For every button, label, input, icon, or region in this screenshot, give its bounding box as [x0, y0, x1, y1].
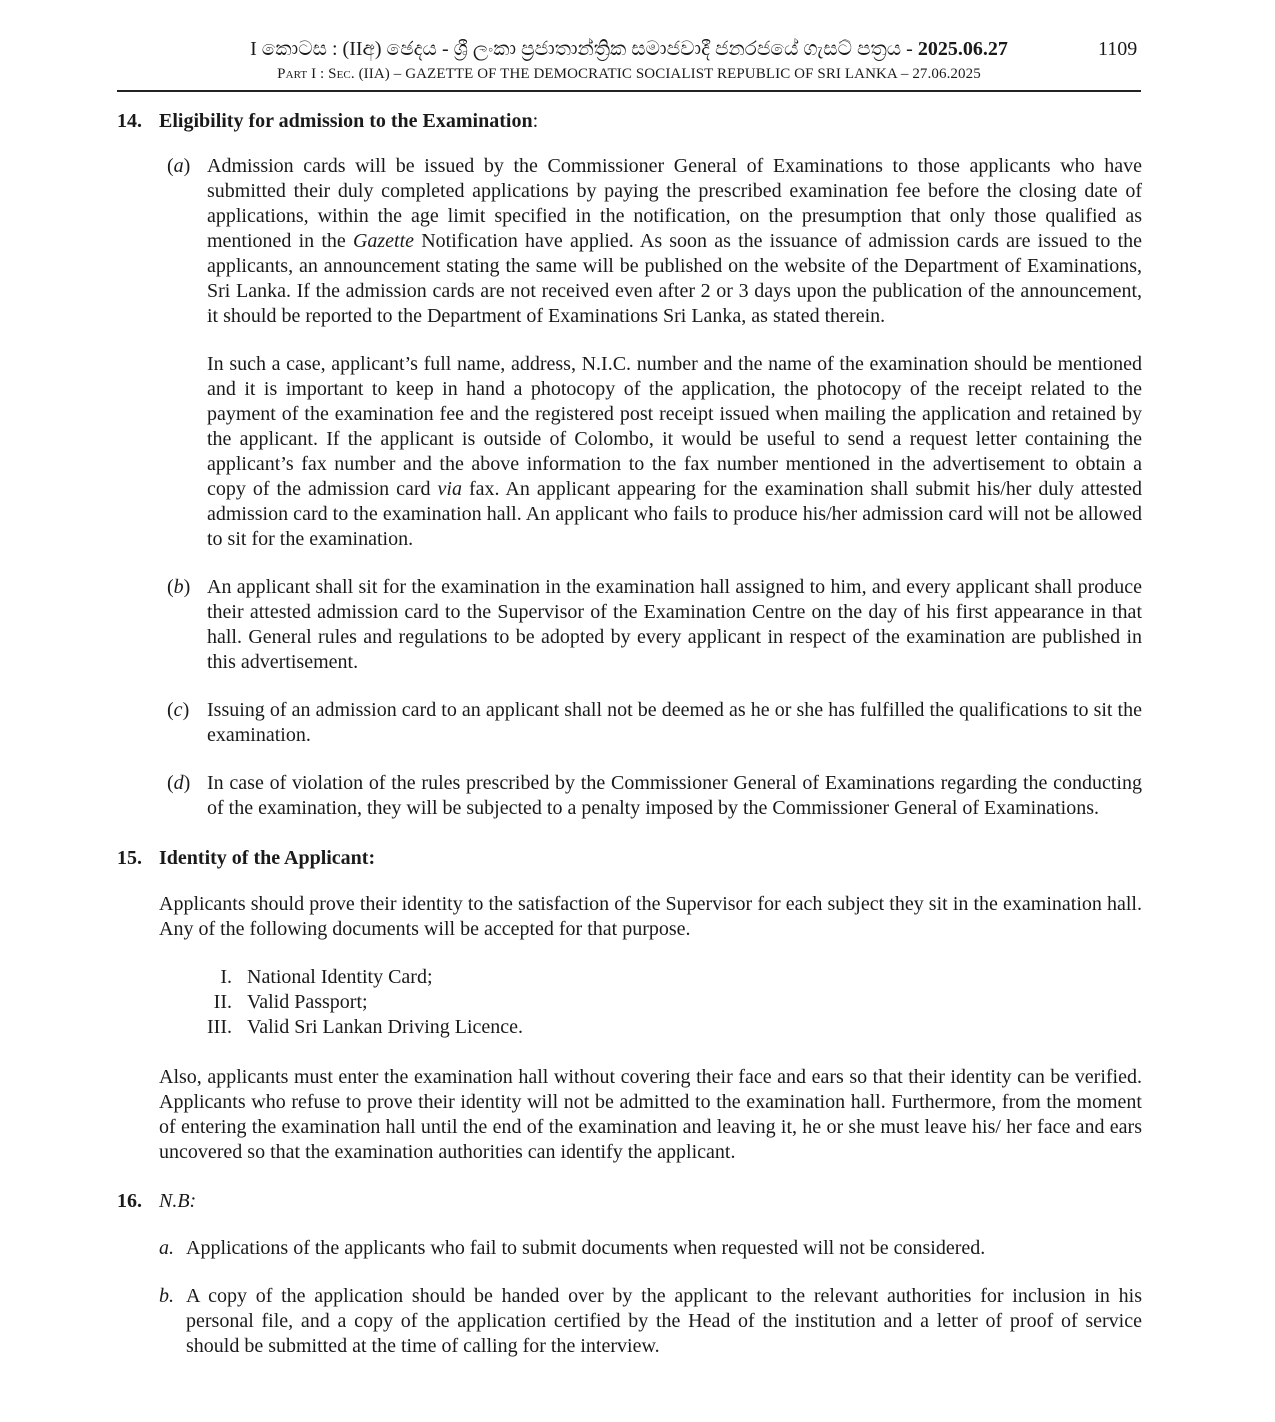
section-15-title: Identity of the Applicant:: [159, 847, 376, 869]
section-14-b-text: An applicant shall sit for the examination in the examination hall assigned to him, and every applicant shall produce their attested admission card to the Supervisor of the Examination Centre on the day of his first appearance in that hall. General rules and regulations to be adopted by every applicant in respect of the examination are published in this advertisement.: [207, 576, 1142, 673]
section-14-number: 14.: [117, 110, 142, 132]
section-14-a-p2-text-end: fax. An applicant appearing for the examination shall submit his/her duly attested admission card to the examination hall. An applicant who fails to produce his/her admission card will not be allowed to sit for the examination.: [207, 478, 1143, 550]
section-14-a-paragraph-2: [207, 352, 1142, 552]
section-16-number: 16.: [117, 1190, 142, 1212]
sinhala-header-text: I කොටස : (IIඅ) ඡෙදය - ශ්‍රී ලංකා ප්‍රජාතාන්ත්‍රික සමාජවාදී ජනරජයේ ගැසට් පත්‍රය -: [250, 38, 918, 60]
header-part: Part: [277, 66, 308, 82]
section-16-b-text: A copy of the application should be handed over by the applicant to the relevant authorities for inclusion in his personal file, and a copy of the application certified by the Head of the institution and a letter of proof of service should be submitted at the time of calling for the interview.: [186, 1285, 1142, 1357]
section-14-heading: [117, 108, 538, 134]
page-number: 1109: [1098, 38, 1138, 60]
section-14-d-label: (d): [167, 772, 191, 794]
english-header: [117, 65, 1141, 83]
section-16-heading: [117, 1188, 196, 1214]
section-14-a-label: (a): [167, 155, 191, 177]
section-14-b-label: (b): [167, 576, 191, 598]
section-16-b-label: b.: [159, 1285, 174, 1307]
section-14-a-p1-text-end: Notification have applied. As soon as the issuance of admission cards are issued to the applicants, an announcement stating the same will be published on the website of the Department of Examinations, Sri Lanka. If the admission cards are not received even after 2 or 3 days upon the publication of the announcement, it should be reported to the Department of Examinations Sri Lanka, as stated therein.: [207, 230, 1142, 327]
section-14-d-text: In case of violation of the rules prescribed by the Commissioner General of Examinations regarding the conducting of the examination, they will be subjected to a penalty imposed by the Commissioner General of Examinations.: [207, 772, 1142, 819]
section-15-number: 15.: [117, 847, 142, 869]
identity-doc-1-num: I.: [220, 966, 232, 988]
section-14-b-letter: b: [173, 576, 184, 598]
section-14-a-paragraph-1: [207, 154, 1142, 329]
identity-doc-2-num: II.: [213, 991, 232, 1013]
header-divider: [117, 90, 1141, 92]
section-14-c-label: (c): [167, 699, 190, 721]
section-14-d-letter: d: [173, 772, 184, 794]
header-part-num: I :: [307, 66, 329, 82]
identity-doc-3: Valid Sri Lankan Driving Licence.: [247, 1016, 524, 1038]
section-15-heading: [117, 845, 375, 871]
sinhala-header-date: 2025.06.27: [917, 38, 1008, 60]
section-16-title: N.B:: [159, 1190, 197, 1212]
section-14-title: Eligibility for admission to the Examination: [159, 110, 533, 132]
section-16-a-label: a.: [159, 1237, 174, 1259]
identity-doc-2: Valid Passport;: [247, 991, 368, 1013]
section-16-a-text: Applications of the applicants who fail to submit documents when requested will not be considered.: [186, 1237, 986, 1259]
section-14-c-letter: c: [173, 699, 183, 721]
section-14-c-text: Issuing of an admission card to an applicant shall not be deemed as he or she has fulfilled the qualifications to sit the examination.: [207, 699, 1142, 746]
section-14-a-letter: a: [173, 155, 184, 177]
section-14-a-p1-text: Admission cards will be issued by the Commissioner General of Examinations to those applicants who have submitted their duly completed applications by paying the prescribed examination fee before the closing date of applications, within the age limit specified in the notification, on the presumption that only those qualified as mentioned in the: [207, 155, 1142, 252]
section-14-a-p1-italic: Gazette: [352, 230, 415, 252]
section-14-colon: :: [532, 110, 539, 132]
section-15-closing: Also, applicants must enter the examination hall without covering their face and ears so that their identity can be verified. Applicants who refuse to prove their identity will not be admitted to the examination hall. Furthermore, from the moment of entering the examination hall until the end of the examination and leaving it, he or she must leave his/ her face and ears uncovered so that the examination authorities can identify the applicant.: [159, 1066, 1142, 1163]
identity-doc-3-num: III.: [207, 1016, 232, 1038]
section-14-a-p2-text: In such a case, applicant’s full name, address, N.I.C. number and the name of the examination should be mentioned and it is important to keep in hand a photocopy of the application, the photocopy of the receipt related to the payment of the examination fee and the registered post receipt issued when mailing the application and retained by the applicant. If the applicant is outside of Colombo, it would be useful to send a request letter containing the applicant’s fax number and the above information to the fax number mentioned in the advertisement to obtain a copy of the admission card: [207, 353, 1142, 500]
sinhala-header: [117, 36, 1141, 62]
header-english-text: (IIA) – GAZETTE OF THE DEMOCRATIC SOCIALIST REPUBLIC OF SRI LANKA – 27.06.2025: [354, 66, 981, 82]
identity-doc-1: National Identity Card;: [247, 966, 433, 988]
header-sec: Sec.: [328, 66, 355, 82]
section-14-a-p2-italic: via: [437, 478, 462, 500]
section-15-intro: Applicants should prove their identity to the satisfaction of the Supervisor for each subject they sit in the examination hall. Any of the following documents will be accepted for that purpose.: [159, 893, 1142, 940]
